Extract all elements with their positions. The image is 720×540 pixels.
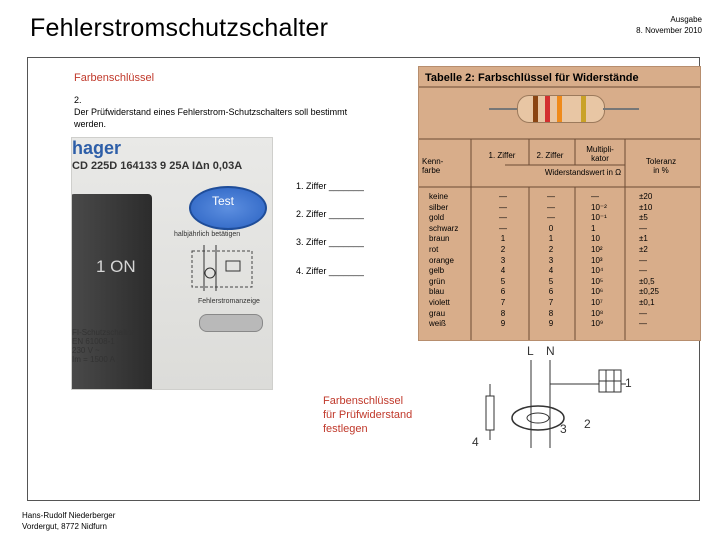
circuit-symbol-icon: [182, 243, 262, 293]
label-3: 3: [560, 422, 567, 436]
device-brand: hager: [72, 138, 122, 158]
table-title: Tabelle 2: Farbschlüssel für Widerstände: [425, 72, 639, 84]
color-code-table: [418, 66, 701, 341]
rating-line-2: EN 61008-1: [72, 337, 115, 346]
label-2: 2: [584, 417, 591, 431]
rating-line-1: FI-Schutzschalter: [72, 328, 135, 337]
header-value: Widerstandswert in Ω: [544, 168, 622, 177]
note-line-1: Farbenschlüssel: [323, 395, 404, 407]
answer-digit-3: 3. Ziffer _______: [296, 237, 364, 247]
label-n: N: [546, 344, 555, 358]
column-tolerance: ±20 ±10 ±5 — ±1 ±2 — — ±0,5 ±0,25 ±0,1 — —: [639, 192, 659, 329]
task-number: 2.: [74, 95, 82, 105]
header-digit-2: 2. Ziffer: [536, 151, 564, 160]
rating-line-4: Im = 1500 A: [72, 355, 115, 364]
test-button: [189, 186, 267, 230]
note-line-3: festlegen: [323, 423, 368, 435]
instruction-note: [323, 394, 412, 436]
task-block: [74, 94, 374, 130]
author-address: Vordergut, 8772 Nidfurn: [22, 522, 107, 531]
fault-indicator: [199, 314, 263, 332]
column-colors: keine silber gold schwarz braun rot orange gelb grün blau violett grau weiß: [429, 192, 459, 329]
indicator-label: Fehlerstromanzeige: [198, 298, 260, 305]
device-photo: [71, 137, 273, 390]
rcd-schematic: [466, 344, 648, 450]
label-1: 1: [625, 376, 632, 390]
device-rating: [72, 328, 134, 364]
edition-info: [636, 14, 702, 36]
edition-date: 8. November 2010: [636, 26, 702, 35]
header-multiplier: Multipli- kator: [586, 145, 614, 163]
device-model: CD 225D 164133 9 25A IΔn 0,03A: [72, 160, 243, 172]
schematic-drawing-icon: [466, 344, 648, 450]
column-digit-2: — — — 0 1 2 3 4 5 6 7 8 9: [547, 192, 555, 329]
test-hint: halbjährlich betätigen: [174, 231, 241, 238]
task-text: Der Prüfwiderstand eines Fehlerstrom-Schutzschalters soll bestimmt werden.: [74, 107, 348, 129]
rating-line-3: 230 V ~: [72, 346, 100, 355]
header-digit-1: 1. Ziffer: [488, 151, 516, 160]
test-label: Test: [212, 194, 235, 208]
column-digit-1: — — — — 1 2 3 4 5 6 7 8 9: [499, 192, 507, 329]
answer-digit-2: 2. Ziffer _______: [296, 209, 364, 219]
author-info: [22, 510, 115, 532]
page-title: Fehlerstromschutzschalter: [30, 14, 329, 42]
author-name: Hans-Rudolf Niederberger: [22, 511, 116, 520]
header-color: Kenn- farbe: [422, 157, 444, 175]
header-tolerance: Toleranz in %: [645, 157, 677, 175]
answer-digit-4: 4. Ziffer _______: [296, 266, 364, 276]
lever-label: 1 ON: [96, 257, 136, 276]
label-4: 4: [472, 435, 479, 449]
answer-digit-1: 1. Ziffer _______: [296, 181, 364, 191]
edition-label: Ausgabe: [670, 15, 702, 24]
section-title: Farbenschlüssel: [74, 72, 155, 84]
note-line-2: für Prüfwiderstand: [323, 409, 413, 421]
column-multiplier: — 10⁻² 10⁻¹ 1 10 10² 10³ 10⁴ 10⁵ 10⁶ 10⁷ 10⁸ 10⁹: [591, 192, 607, 329]
label-l: L: [527, 344, 534, 358]
